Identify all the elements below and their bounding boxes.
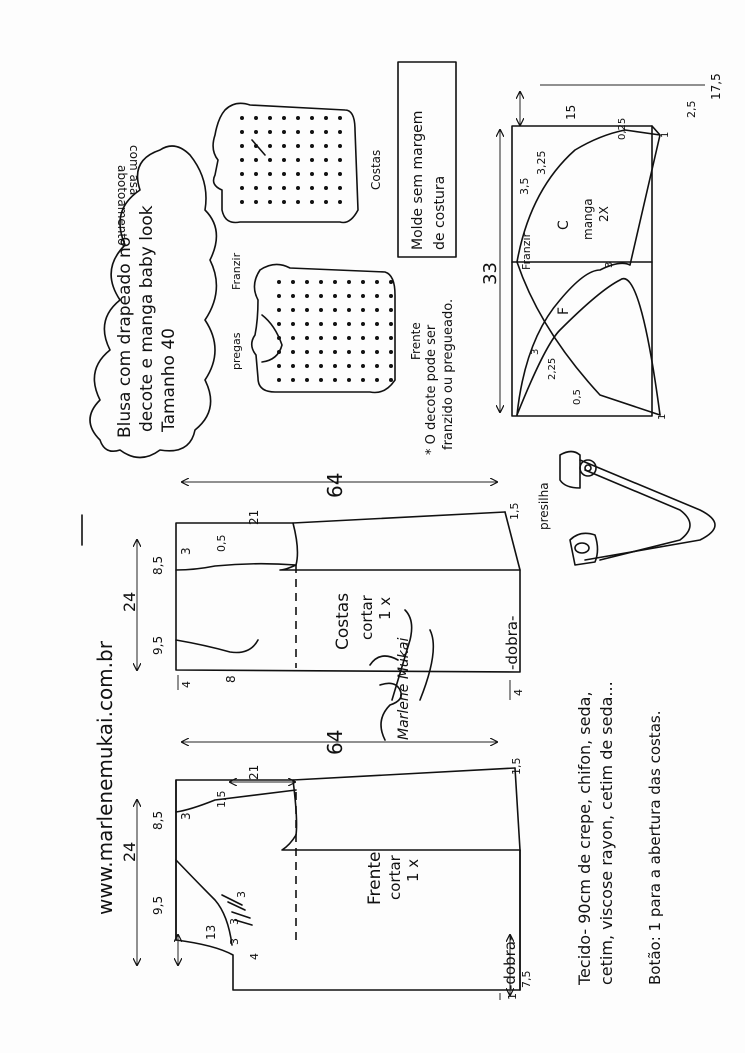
seam-allowance-line2: de costura bbox=[432, 175, 448, 250]
sleeve-dim-25: 2,5 bbox=[685, 100, 698, 118]
polka-dot bbox=[338, 158, 342, 162]
signature-text: Marlene Mukai bbox=[396, 637, 412, 740]
polka-dot bbox=[338, 172, 342, 176]
polka-dot bbox=[324, 200, 328, 204]
polka-dot bbox=[310, 144, 314, 148]
polka-dot bbox=[389, 364, 393, 368]
polka-dot bbox=[268, 130, 272, 134]
sleeve-label: manga bbox=[581, 198, 595, 240]
polka-dot bbox=[296, 172, 300, 176]
polka-dot bbox=[282, 144, 286, 148]
back-dim-05: 0,5 bbox=[215, 534, 228, 552]
presilha-label: presilha bbox=[537, 482, 551, 530]
polka-dot bbox=[361, 322, 365, 326]
fabric-line1: Tecido- 90cm de crepe, chifon, seda, bbox=[575, 691, 594, 985]
polka-dot bbox=[268, 200, 272, 204]
front-view-illustration bbox=[252, 264, 395, 392]
front-view-label: Frente bbox=[409, 322, 423, 360]
polka-dot bbox=[254, 200, 258, 204]
sleeve-c: C bbox=[556, 220, 572, 230]
polka-dot bbox=[305, 364, 309, 368]
back-piece-title: Costas bbox=[333, 592, 353, 650]
polka-dot bbox=[240, 144, 244, 148]
polka-dot bbox=[291, 350, 295, 354]
polka-dot bbox=[310, 200, 314, 204]
back-dim-width: 24 bbox=[120, 591, 139, 612]
polka-dot bbox=[254, 186, 258, 190]
polka-dot bbox=[268, 186, 272, 190]
front-dim-neck: 9,5 bbox=[151, 895, 165, 915]
polka-dot bbox=[268, 158, 272, 162]
back-dim-shoulder: 8,5 bbox=[151, 555, 165, 575]
polka-dot bbox=[389, 280, 393, 284]
front-dim-length: 64 bbox=[323, 729, 347, 755]
polka-dot bbox=[305, 336, 309, 340]
front-pattern-piece bbox=[137, 742, 520, 1000]
front-dim-4: 4 bbox=[248, 953, 261, 960]
polka-dot bbox=[347, 378, 351, 382]
polka-dot bbox=[324, 158, 328, 162]
sleeve-dim-025: 0,25 bbox=[617, 117, 628, 140]
polka-dot bbox=[333, 350, 337, 354]
polka-dot bbox=[291, 280, 295, 284]
polka-dot bbox=[319, 336, 323, 340]
polka-dot bbox=[305, 322, 309, 326]
polka-dot bbox=[277, 322, 281, 326]
polka-dot bbox=[282, 172, 286, 176]
back-dim-hem: 1,5 bbox=[508, 502, 521, 520]
back-dim-8: 8 bbox=[224, 675, 238, 683]
polka-dot bbox=[361, 294, 365, 298]
back-view-illustration bbox=[213, 103, 358, 222]
polka-dot bbox=[310, 186, 314, 190]
sleeve-f: F bbox=[556, 306, 572, 315]
polka-dot bbox=[324, 172, 328, 176]
polka-dot bbox=[254, 172, 258, 176]
polka-dot bbox=[305, 280, 309, 284]
polka-dot bbox=[361, 378, 365, 382]
back-opening-note-2: com asa bbox=[127, 145, 141, 196]
front-dim-75: 7,5 bbox=[520, 970, 533, 988]
polka-dot bbox=[254, 144, 258, 148]
back-dim-neck: 9,5 bbox=[151, 635, 165, 655]
front-cut-label: cortar bbox=[386, 855, 404, 900]
polka-dot bbox=[296, 200, 300, 204]
back-cut-qty: 1 x bbox=[376, 596, 394, 620]
polka-dot bbox=[254, 130, 258, 134]
polka-dot bbox=[338, 186, 342, 190]
polka-dot bbox=[333, 336, 337, 340]
polka-dot bbox=[319, 350, 323, 354]
polka-dot bbox=[319, 322, 323, 326]
polka-dot bbox=[310, 130, 314, 134]
polka-dot bbox=[305, 378, 309, 382]
sleeve-dim-mid: 3 bbox=[604, 261, 615, 268]
pleats-label: pregas bbox=[230, 332, 243, 370]
back-dim-armhole: 21 bbox=[247, 509, 261, 525]
polka-dot bbox=[347, 350, 351, 354]
polka-dot bbox=[305, 350, 309, 354]
polka-dot bbox=[375, 378, 379, 382]
polka-dot bbox=[240, 186, 244, 190]
front-dim-15: 1,5 bbox=[215, 790, 228, 808]
sleeve-dim-15: 15 bbox=[564, 104, 578, 120]
back-opening-note: abotoamento bbox=[115, 165, 129, 246]
polka-dot bbox=[310, 158, 314, 162]
polka-dot bbox=[389, 308, 393, 312]
polka-dot bbox=[319, 308, 323, 312]
polka-dot bbox=[277, 308, 281, 312]
polka-dot bbox=[310, 172, 314, 176]
polka-dot bbox=[282, 130, 286, 134]
website-url: www.marlenemukai.com.br bbox=[93, 641, 117, 915]
polka-dot bbox=[240, 158, 244, 162]
polka-dot bbox=[333, 322, 337, 326]
polka-dot bbox=[347, 308, 351, 312]
polka-dot bbox=[296, 186, 300, 190]
polka-dot bbox=[333, 308, 337, 312]
polka-dot bbox=[277, 280, 281, 284]
polka-dot bbox=[361, 364, 365, 368]
polka-dot bbox=[319, 364, 323, 368]
title-line-3: Tamanho 40 bbox=[159, 328, 179, 432]
polka-dot bbox=[305, 294, 309, 298]
polka-dot bbox=[333, 294, 337, 298]
polka-dot bbox=[254, 158, 258, 162]
polka-dot bbox=[375, 294, 379, 298]
polka-dot bbox=[375, 364, 379, 368]
sleeve-dim-225: 2,25 bbox=[547, 357, 558, 380]
back-pattern-piece bbox=[137, 482, 520, 700]
polka-dot bbox=[296, 158, 300, 162]
polka-dot bbox=[333, 280, 337, 284]
polka-dot bbox=[291, 308, 295, 312]
polka-dot bbox=[282, 186, 286, 190]
front-dim-13: 13 bbox=[204, 924, 218, 940]
fabric-line2: cetim, viscose rayon, cetim de seda... bbox=[597, 681, 616, 985]
polka-dot bbox=[268, 172, 272, 176]
button-loop-drawing bbox=[560, 452, 715, 566]
back-dim-length: 64 bbox=[323, 472, 347, 498]
back-cut-label: cortar bbox=[358, 595, 376, 640]
polka-dot bbox=[338, 200, 342, 204]
front-dim-neck-3a: 3 bbox=[228, 938, 241, 945]
front-piece-title: Frente bbox=[365, 851, 385, 905]
polka-dot bbox=[268, 144, 272, 148]
polka-dot bbox=[240, 200, 244, 204]
polka-dot bbox=[282, 116, 286, 120]
polka-dot bbox=[338, 116, 342, 120]
sleeve-dim-175: 17,5 bbox=[709, 73, 723, 100]
front-dim-3: 3 bbox=[179, 812, 193, 820]
sleeve-dim-325: 3,25 bbox=[535, 150, 548, 175]
front-dim-neck-3b: 3 bbox=[228, 918, 241, 925]
polka-dot bbox=[319, 280, 323, 284]
polka-dot bbox=[291, 336, 295, 340]
back-view-label: Costas bbox=[369, 149, 383, 190]
polka-dot bbox=[375, 336, 379, 340]
front-dim-shoulder: 8,5 bbox=[151, 810, 165, 830]
polka-dot bbox=[361, 350, 365, 354]
polka-dot bbox=[347, 280, 351, 284]
polka-dot bbox=[296, 130, 300, 134]
polka-dot bbox=[240, 172, 244, 176]
sleeve-dim-1b: 1 bbox=[660, 131, 671, 138]
polka-dot bbox=[347, 336, 351, 340]
polka-dot bbox=[282, 158, 286, 162]
polka-dot bbox=[310, 116, 314, 120]
polka-dot bbox=[324, 130, 328, 134]
back-fold-label: -dobra- bbox=[503, 615, 521, 670]
polka-dot bbox=[240, 116, 244, 120]
polka-dot bbox=[291, 364, 295, 368]
front-fold-label: -dobra- bbox=[501, 935, 519, 990]
polka-dot bbox=[291, 378, 295, 382]
front-dim-1: 1 bbox=[506, 993, 519, 1000]
polka-dot bbox=[319, 294, 323, 298]
neckline-note-line2: franzido ou pregueado. bbox=[441, 298, 456, 450]
gather-label-front: Franzir bbox=[230, 252, 243, 290]
polka-dot bbox=[254, 116, 258, 120]
polka-dot bbox=[240, 130, 244, 134]
sleeve-dim-1: 1 bbox=[657, 413, 668, 420]
sleeve-cut: 2X bbox=[597, 206, 611, 222]
polka-dot bbox=[296, 116, 300, 120]
polka-dot bbox=[338, 130, 342, 134]
back-dim-3: 3 bbox=[179, 547, 193, 555]
polka-dot bbox=[277, 336, 281, 340]
polka-dot bbox=[389, 350, 393, 354]
front-dim-hem: 1,5 bbox=[510, 757, 523, 775]
polka-dot bbox=[305, 308, 309, 312]
polka-dot bbox=[324, 144, 328, 148]
title-line-2: decote e manga baby look bbox=[137, 205, 157, 432]
sleeve-dim-33: 33 bbox=[480, 262, 501, 285]
polka-dot bbox=[277, 294, 281, 298]
polka-dot bbox=[347, 364, 351, 368]
back-dim-bottom: 4 bbox=[512, 689, 525, 696]
polka-dot bbox=[389, 378, 393, 382]
front-dim-width: 24 bbox=[120, 841, 139, 862]
polka-dot bbox=[375, 322, 379, 326]
polka-dot bbox=[347, 294, 351, 298]
polka-dot bbox=[291, 294, 295, 298]
polka-dot bbox=[277, 364, 281, 368]
polka-dot bbox=[375, 350, 379, 354]
back-dim-4: 4 bbox=[180, 681, 193, 688]
polka-dot bbox=[389, 336, 393, 340]
polka-dot bbox=[324, 186, 328, 190]
sleeve-gather: Franzir bbox=[520, 232, 533, 270]
neckline-note-line1: * O decote pode ser bbox=[424, 324, 439, 455]
polka-dot bbox=[375, 308, 379, 312]
polka-dot bbox=[277, 378, 281, 382]
polka-dot bbox=[282, 200, 286, 204]
polka-dot bbox=[319, 378, 323, 382]
button-note: Botão: 1 para a abertura das costas. bbox=[646, 710, 664, 985]
polka-dot bbox=[389, 294, 393, 298]
front-cut-qty: 1 x bbox=[404, 858, 422, 882]
seam-allowance-line1: Molde sem margem bbox=[410, 110, 426, 250]
polka-dot bbox=[296, 144, 300, 148]
sleeve-dim-35: 3,5 bbox=[518, 177, 531, 195]
polka-dot bbox=[375, 280, 379, 284]
polka-dot bbox=[333, 364, 337, 368]
polka-dot bbox=[347, 322, 351, 326]
polka-dot bbox=[338, 144, 342, 148]
polka-dot bbox=[361, 308, 365, 312]
sleeve-dim-05: 0,5 bbox=[572, 389, 583, 405]
front-dim-neck-3c: 3 bbox=[235, 891, 248, 898]
polka-dot bbox=[333, 378, 337, 382]
polka-dot bbox=[324, 116, 328, 120]
polka-dot bbox=[268, 116, 272, 120]
front-dim-armhole: 21 bbox=[247, 764, 261, 780]
polka-dot bbox=[291, 322, 295, 326]
title-line-1: Blusa com drapeado no bbox=[115, 236, 135, 438]
polka-dot bbox=[277, 350, 281, 354]
polka-dot bbox=[361, 336, 365, 340]
sleeve-dim-3: 3 bbox=[530, 348, 541, 355]
polka-dot bbox=[389, 322, 393, 326]
polka-dot bbox=[361, 280, 365, 284]
